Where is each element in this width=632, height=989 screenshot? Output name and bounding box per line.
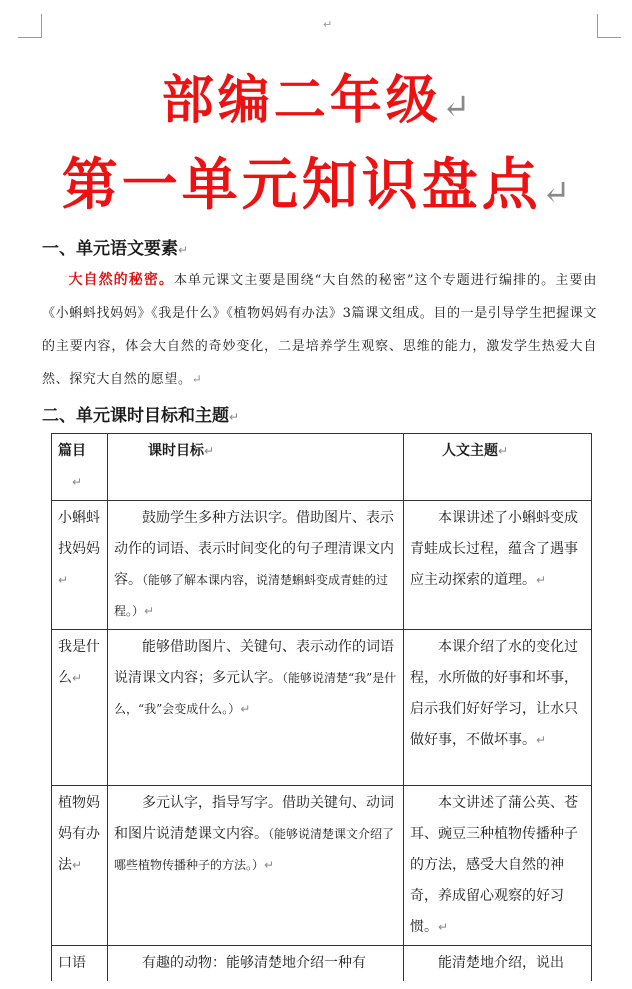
row-title: 我是什么↵ xyxy=(52,630,108,786)
title-line-1 xyxy=(0,68,632,140)
paragraph-body: 本单元课文主要是围绕“大自然的秘密”这个专题进行编排的。主要由《小蝌蚪找妈妈》《我是什么》《植物妈妈有办法》3篇课文组成。目的一是引导学生把握课文的主要内容，体会大自然的奇妙变化，二是培养学生观察、思维的能力，激发学生热爱大自然、探究大自然的愿望。 xyxy=(42,273,597,387)
return-mark: ↵ xyxy=(191,372,203,386)
top-paragraph-mark: ↵ xyxy=(323,18,333,31)
title-line-1-text: 部编二年级 xyxy=(161,70,442,131)
row-goal: 能够借助图片、关键句、表示动作的词语说清课文内容；多元认字。（能够说清楚“我”是什么，“我”会变成什么。）↵ xyxy=(108,630,404,786)
table-row xyxy=(52,786,592,946)
row-title: 植物妈妈有办法↵ xyxy=(52,786,108,946)
table-row xyxy=(52,630,592,786)
section-heading-2-text: 二、单元课时目标和主题 xyxy=(42,406,229,426)
title-line-2-text: 第一单元知识盘点 xyxy=(61,152,542,218)
crop-mark-right-h xyxy=(597,37,621,38)
title-line-2 xyxy=(0,150,632,228)
goals-table xyxy=(51,433,592,981)
crop-mark-right-v xyxy=(597,14,598,38)
return-mark: ↵ xyxy=(541,173,571,213)
crop-mark-left-v xyxy=(41,14,42,38)
return-mark: ↵ xyxy=(229,410,240,424)
row-title: 口语 xyxy=(52,946,108,982)
row-goal: 有趣的动物：能够清楚地介绍一种有 xyxy=(108,946,404,982)
row-theme: 本文讲述了蒲公英、苍耳、豌豆三种植物传播种子的方法，感受大自然的神奇，养成留心观察的好习惯。↵ xyxy=(404,786,592,946)
header-theme: 人文主题↵ xyxy=(404,434,592,501)
section-heading-2 xyxy=(42,401,239,426)
row-title: 小蝌蚪找妈妈↵ xyxy=(52,501,108,630)
row-theme: 本课讲述了小蝌蚪变成青蛙成长过程，蕴含了遇事应主动探索的道理。↵ xyxy=(404,501,592,630)
crop-mark-left-h xyxy=(18,37,42,38)
row-goal: 多元认字，指导写字。借助关键句、动词和图片说清楚课文内容。（能够说清楚课文介绍了哪些植物传播种子的方法。）↵ xyxy=(108,786,404,946)
table-row xyxy=(52,501,592,630)
table-header-row xyxy=(52,434,592,501)
section-1-paragraph xyxy=(42,264,597,396)
header-goal: 课时目标↵ xyxy=(108,434,404,501)
section-heading-1 xyxy=(42,234,188,259)
return-mark: ↵ xyxy=(441,87,471,127)
section-heading-1-text: 一、单元语文要素 xyxy=(42,239,178,259)
header-title: 篇目 ↵ xyxy=(52,434,108,501)
row-theme: 本课介绍了水的变化过程，水所做的好事和坏事，启示我们好好学习，让水只做好事，不做坏事。↵ xyxy=(404,630,592,786)
highlight-text: 大自然的秘密。 xyxy=(68,272,174,288)
row-goal: 鼓励学生多种方法识字。借助图片、表示动作的词语、表示时间变化的句子理清课文内容。（能够了解本课内容，说清楚蝌蚪变成青蛙的过程。）↵ xyxy=(108,501,404,630)
table-row xyxy=(52,946,592,982)
row-theme: 能清楚地介绍，说出 xyxy=(404,946,592,982)
return-mark: ↵ xyxy=(178,243,189,257)
